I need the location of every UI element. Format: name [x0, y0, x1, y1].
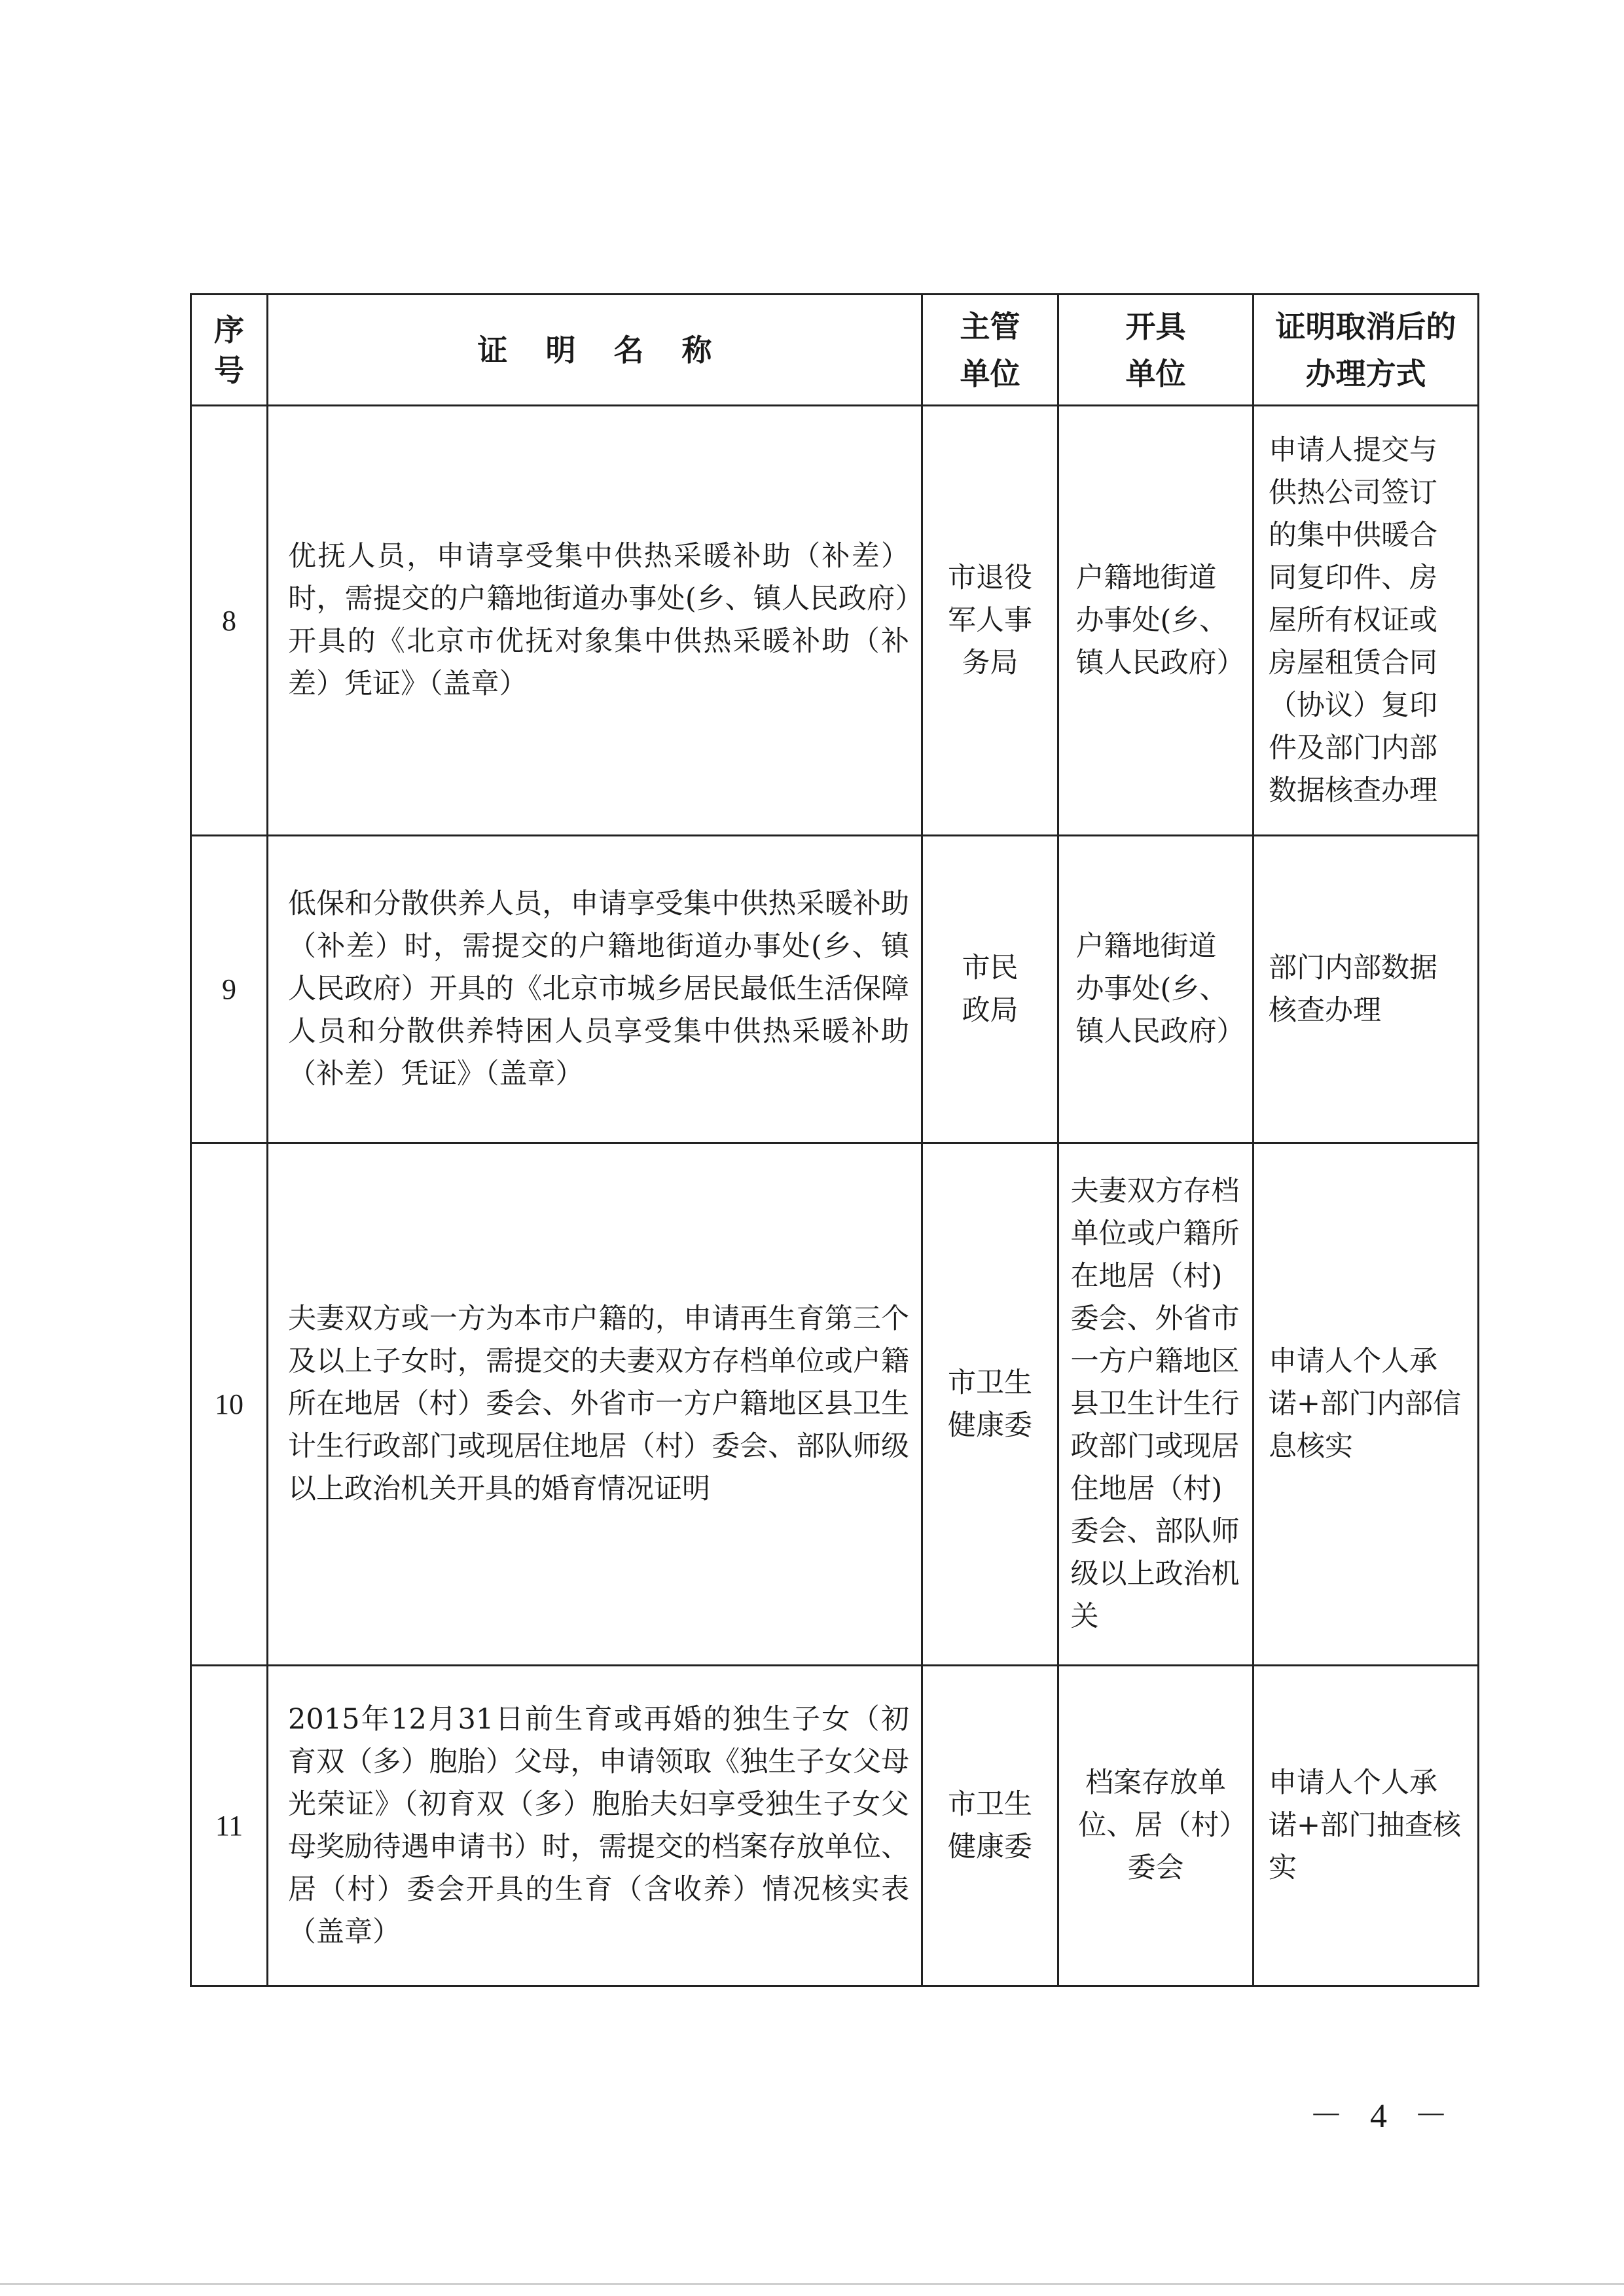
table-row [191, 836, 1479, 1143]
table-header-row [191, 295, 1479, 406]
header-issuer: 开具单位 [1058, 295, 1254, 406]
scan-edge-line [0, 2283, 1624, 2285]
issuing-unit: 户籍地街道办事处(乡、镇人民政府） [1058, 836, 1254, 1143]
handling-method: 部门内部数据核查办理 [1254, 836, 1479, 1143]
row-number: 11 [191, 1666, 268, 1986]
issuing-unit: 档案存放单位、居（村）委会 [1058, 1666, 1254, 1986]
table-row [191, 1666, 1479, 1986]
row-number: 8 [191, 406, 268, 836]
certificate-name: 2015年12月31日前生育或再婚的独生子女（初育双（多）胞胎）父母，申请领取《独生子女父母光荣证》（初育双（多）胞胎夫妇享受独生子女父母奖励待遇申请书）时，需提交的档案存放单位、居（村）委会开具的生育（含收养）情况核实表（盖章） [268, 1666, 922, 1986]
certificate-name: 夫妻双方或一方为本市户籍的，申请再生育第三个及以上子女时，需提交的夫妻双方存档单位或户籍所在地居（村）委会、外省市一方户籍地区县卫生计生行政部门或现居住地居（村）委会、部队师级以上政治机关开具的婚育情况证明 [268, 1143, 922, 1666]
issuing-unit: 户籍地街道办事处(乡、镇人民政府） [1058, 406, 1254, 836]
certificate-name: 低保和分散供养人员，申请享受集中供热采暖补助（补差）时，需提交的户籍地街道办事处(乡、镇人民政府）开具的《北京市城乡居民最低生活保障人员和分散供养特困人员享受集中供热采暖补助（补差）凭证》（盖章） [268, 836, 922, 1143]
table-row [191, 1143, 1479, 1666]
responsible-dept: 市退役军人事务局 [922, 406, 1058, 836]
header-name: 证明名称 [268, 295, 922, 406]
certificate-name: 优抚人员，申请享受集中供热采暖补助（补差）时，需提交的户籍地街道办事处(乡、镇人民政府）开具的《北京市优抚对象集中供热采暖补助（补差）凭证》（盖章） [268, 406, 922, 836]
issuing-unit: 夫妻双方存档单位或户籍所在地居（村)委会、外省市一方户籍地区县卫生计生行政部门或现居住地居（村)委会、部队师级以上政治机关 [1058, 1143, 1254, 1666]
handling-method: 申请人提交与供热公司签订的集中供暖合同复印件、房屋所有权证或房屋租赁合同（协议）复印件及部门内部数据核查办理 [1254, 406, 1479, 836]
header-method: 证明取消后的办理方式 [1254, 295, 1479, 406]
certificate-table [190, 293, 1479, 1987]
responsible-dept: 市卫生健康委 [922, 1666, 1058, 1986]
row-number: 10 [191, 1143, 268, 1666]
handling-method: 申请人个人承诺+部门抽查核实 [1254, 1666, 1479, 1986]
responsible-dept: 市民政局 [922, 836, 1058, 1143]
responsible-dept: 市卫生健康委 [922, 1143, 1058, 1666]
handling-method: 申请人个人承诺+部门内部信息核实 [1254, 1143, 1479, 1666]
page-number: － 4 － [1309, 2098, 1458, 2135]
row-number: 9 [191, 836, 268, 1143]
header-dept: 主管单位 [922, 295, 1058, 406]
header-num: 序号 [191, 295, 268, 406]
table-row [191, 406, 1479, 836]
